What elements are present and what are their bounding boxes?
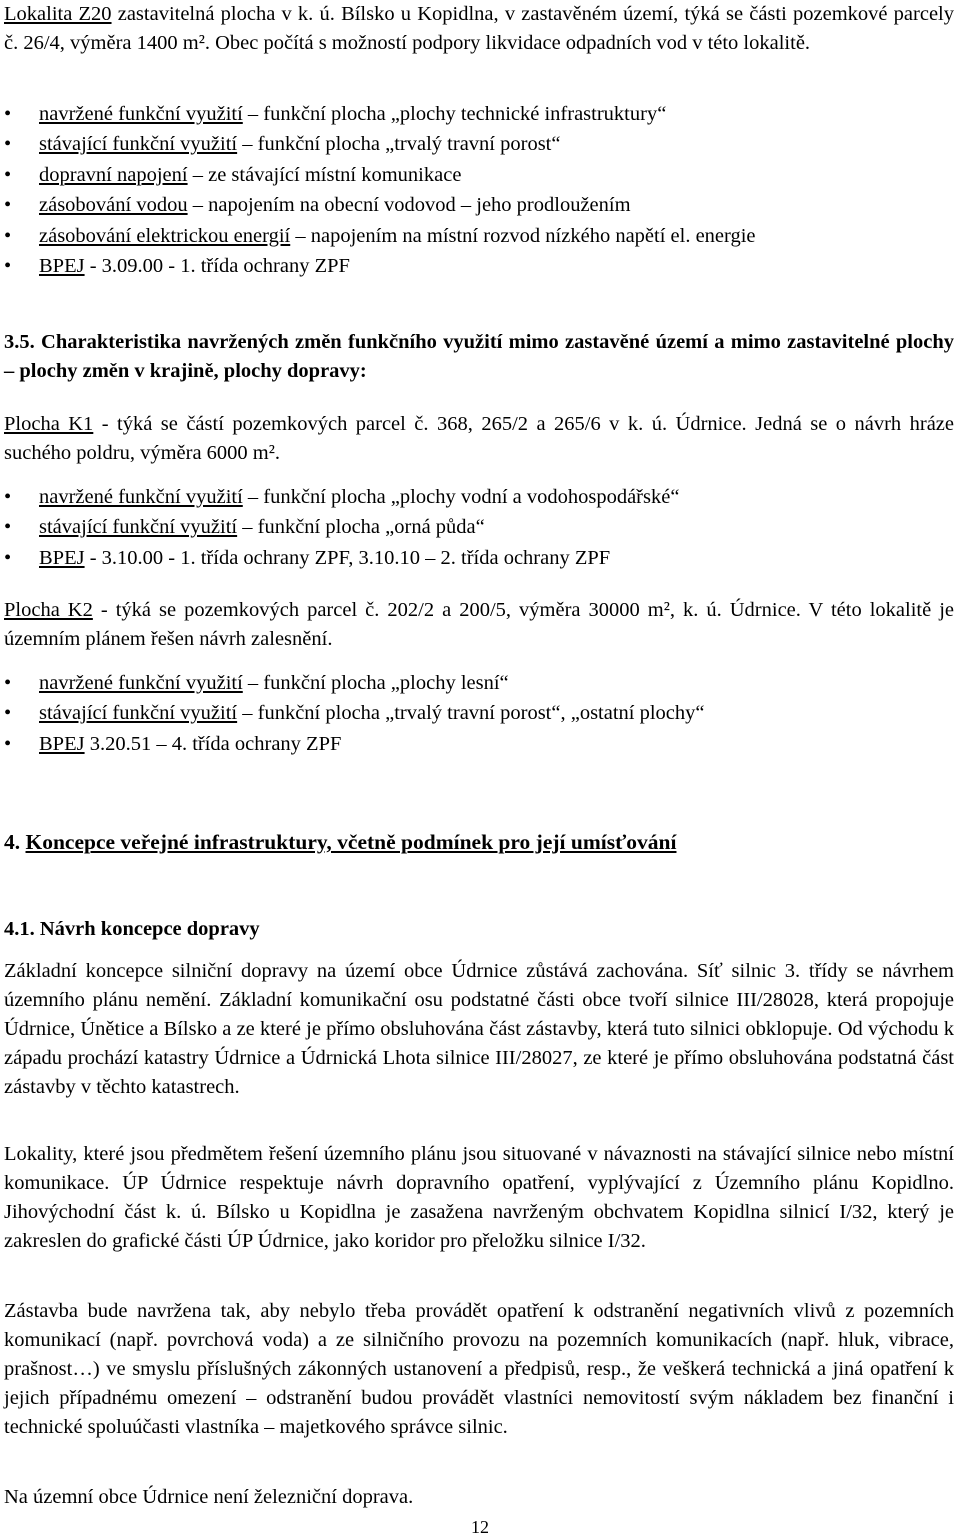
z20-name: Lokalita Z20 [4, 3, 112, 25]
list-item [4, 99, 954, 129]
bullet-icon: • [4, 254, 12, 277]
z20-intro [4, 0, 954, 58]
list-item [4, 543, 954, 573]
item-text: – funkční plocha „plochy vodní a vodohospodářské“ [242, 486, 680, 508]
k2-list-block [4, 668, 954, 759]
item-label: dopravní napojení [39, 163, 188, 186]
item-label: BPEJ [39, 254, 85, 277]
item-text: – napojením na obecní vodovod – jeho prodloužením [187, 194, 631, 217]
bullet-icon: • [4, 486, 12, 508]
section-4-title: Koncepce veřejné infrastruktury, včetně podmínek pro její umísťování [25, 830, 677, 854]
paragraph-block [4, 1483, 954, 1512]
section-4-1 [4, 915, 954, 944]
bullet-icon: • [4, 224, 12, 247]
bullet-icon: • [4, 133, 12, 156]
bullet-icon: • [4, 732, 12, 755]
item-text: – funkční plocha „plochy lesní“ [242, 672, 509, 694]
k2-block [4, 596, 954, 654]
item-label: BPEJ [39, 732, 85, 755]
paragraph: Zástavba bude navržena tak, aby nebylo třeba provádět opatření k odstranění negativních vlivů z pozemních komunikací (např. povrchová voda) a ze silničního provozu na pozemních komunikacích (např. hluk, vibrace, prašnost…) ve smyslu příslušných zákonných ustanovení a předpisů, resp., že veškerá technická a jiná opatření k jejich případnému omezení – odstranění budou provádět vlastníci nemovitostí svým nákladem bez finanční i technické spoluúčasti vlastníka – majetkového správce silnic. [4, 1300, 954, 1438]
k2-list [4, 668, 954, 759]
z20-list [4, 99, 954, 281]
section-4-1-heading: 4.1. Návrh koncepce dopravy [4, 918, 260, 940]
item-text: – napojením na místní rozvod nízkého napětí el. energie [290, 224, 756, 247]
k1-text: - týká se částí pozemkových parcel č. 368, 265/2 a 265/6 v k. ú. Údrnice. Jedná se o návrh hráze suchého poldru, výměra 6000 m². [4, 413, 954, 464]
item-text: – funkční plocha „trvalý travní porost“, „ostatní plochy“ [237, 702, 705, 725]
z20-text: zastavitelná plocha v k. ú. Bílsko u Kopidlna, v zastavěném území, týká se části pozemkové parcely č. 26/4, výměra 1400 m². Obec počítá s možností podpory likvidace odpadních vod v této lokalitě. [4, 3, 954, 54]
item-label: navržené funkční využití [39, 486, 243, 508]
item-text: – ze stávající místní komunikace [187, 163, 462, 186]
list-item [4, 129, 954, 159]
item-label: navržené funkční využití [39, 672, 243, 694]
paragraph-block [4, 1297, 954, 1442]
paragraph-block [4, 1140, 954, 1256]
item-label: stávající funkční využití [39, 516, 238, 539]
k2-name: Plocha K2 [4, 599, 93, 621]
section-4 [4, 828, 954, 857]
bullet-icon: • [4, 103, 12, 125]
item-text: 3.20.51 – 4. třída ochrany ZPF [84, 732, 342, 755]
list-item [4, 482, 954, 512]
item-label: stávající funkční využití [39, 702, 238, 725]
item-text: - 3.09.00 - 1. třída ochrany ZPF [84, 254, 350, 277]
section-3-5 [4, 328, 954, 386]
k1-block [4, 410, 954, 468]
item-text: - 3.10.00 - 1. třída ochrany ZPF, 3.10.10 – 2. třída ochrany ZPF [84, 546, 611, 569]
list-item [4, 221, 954, 251]
bullet-icon: • [4, 546, 12, 569]
item-label: zásobování vodou [39, 194, 188, 217]
section-4-heading [4, 828, 954, 857]
list-item [4, 729, 954, 759]
paragraph-block [4, 957, 954, 1102]
k1-list [4, 482, 954, 573]
z20-list-block [4, 99, 954, 281]
paragraph: Lokality, které jsou předmětem řešení územního plánu jsou situované v návaznosti na stávající silnice nebo místní komunikace. ÚP Údrnice respektuje návrh dopravního opatření, vyplývající z Územního plánu Kopidlno. Jihovýchodní část k. ú. Bílsko u Kopidlna je zasažena navrženým obchvatem Kopidlna silnicí I/32, který je zakreslen do grafické části ÚP Údrnice, jako koridor pro přeložku silnice I/32. [4, 1143, 954, 1252]
list-item [4, 251, 954, 281]
list-item [4, 160, 954, 190]
k1-name: Plocha K1 [4, 413, 94, 435]
item-label: BPEJ [39, 546, 85, 569]
bullet-icon: • [4, 702, 12, 725]
paragraph: Základní koncepce silniční dopravy na území obce Údrnice zůstává zachována. Síť silnic 3. třídy se návrhem územního plánu nemění. Základní komunikační osu podstatné části obce tvoří silnice III/28028, která propojuje Údrnice, Únětice a Bílsko a ze které je přímo obsluhována část zástavby, která tuto silnici obklopuje. Od východu k západu prochází katastry Údrnice a Údrnická Lhota silnice III/28027, ze které je přímo obsluhována podstatná část zástavby v těchto katastrech. [4, 960, 954, 1098]
bullet-icon: • [4, 163, 12, 186]
k1-intro [4, 410, 954, 468]
section-3-5-heading: 3.5. Charakteristika navržených změn funkčního využití mimo zastavěné území a mimo zastavitelné plochy – plochy změn v krajině, plochy dopravy: [4, 331, 954, 382]
bullet-icon: • [4, 516, 12, 539]
item-text: – funkční plocha „orná půda“ [237, 516, 485, 539]
list-item [4, 698, 954, 728]
section-4-number: 4. [4, 830, 26, 854]
item-text: – funkční plocha „plochy technické infrastruktury“ [242, 103, 667, 125]
item-text: – funkční plocha „trvalý travní porost“ [237, 133, 561, 156]
k2-intro [4, 596, 954, 654]
k1-list-block [4, 482, 954, 573]
paragraph: Na územní obce Údrnice není železniční doprava. [4, 1486, 414, 1508]
z20-block [4, 0, 954, 58]
k2-text: - týká se pozemkových parcel č. 202/2 a 200/5, výměra 30000 m², k. ú. Údrnice. V této lokalitě je územním plánem řešen návrh zalesnění. [4, 599, 954, 650]
item-label: zásobování elektrickou energií [39, 224, 291, 247]
list-item [4, 190, 954, 220]
list-item [4, 512, 954, 542]
bullet-icon: • [4, 672, 12, 694]
list-item [4, 668, 954, 698]
bullet-icon: • [4, 194, 12, 217]
item-label: stávající funkční využití [39, 133, 238, 156]
item-label: navržené funkční využití [39, 103, 243, 125]
page-number: 12 [471, 1517, 489, 1537]
